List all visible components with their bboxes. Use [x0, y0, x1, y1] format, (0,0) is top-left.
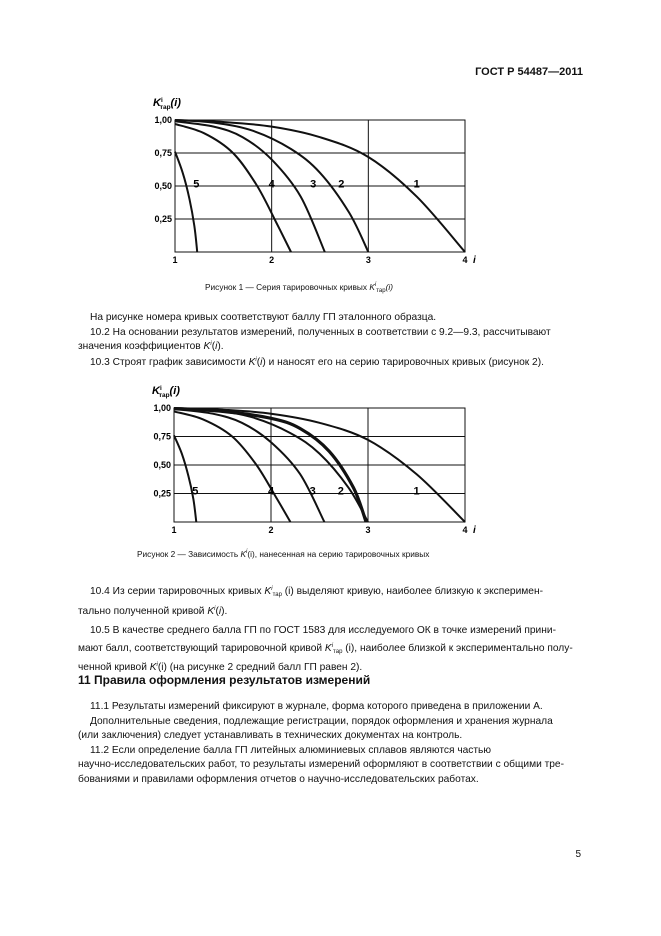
paragraphs-10-4-10-5 [78, 583, 583, 679]
clause-11-1: 11.1 Результаты измерений фиксируют в журнале, форма которого приведена в приложении А. [90, 701, 543, 712]
y-tick-label: 0,50 [154, 181, 172, 191]
x-tick-label: 4 [462, 525, 468, 535]
curve-3 [174, 409, 324, 522]
figure-2-caption [137, 549, 429, 559]
curve-label-4: 4 [268, 178, 275, 191]
curve-label-5: 5 [193, 178, 200, 191]
clause-10-4-line2: тально полученной кривой $K^i(i)$. [78, 605, 228, 617]
y-tick-label: 1,00 [154, 115, 172, 125]
note-curves: На рисунке номера кривых соответствуют баллу ГП эталонного образца. [90, 312, 437, 323]
x-axis-label: i [473, 255, 476, 266]
clause-10-2-line1: 10.2 На основании результатов измерений, полученных в соответствии с 9.2—9.3, рассчитывают [90, 326, 551, 338]
y-tick-label: 0,75 [154, 148, 172, 158]
page-number: 5 [575, 849, 581, 860]
standard-header: ГОСТ Р 54487—2011 [475, 66, 583, 78]
x-tick-label: 1 [171, 525, 177, 535]
curve-label-4: 4 [267, 485, 275, 498]
x-tick-label: 2 [269, 255, 275, 265]
clause-11-2-line1: 11.2 Если определение балла ГП литейных алюминиевых сплавов являются частью [90, 744, 492, 756]
caption-suffix: (i) [385, 282, 393, 292]
clause-11-2-line2: научно-исследовательских работ, то результаты измерений оформляют в соответствии с общими тре- [78, 759, 564, 770]
x-tick-label: 2 [268, 525, 274, 535]
caption-suffix: (i), нанесенная на серию тарировочных кривых [247, 549, 430, 559]
curve-label-3: 3 [310, 178, 317, 191]
caption-sub: тар [376, 288, 386, 294]
clause-10-5-line2: мают балл, соответствующий тарировочной кривой $K^iтар$ (i), наиболее близкой к экспериментально полу- [78, 642, 573, 655]
curve-4 [174, 411, 290, 522]
curve-label-2: 2 [338, 178, 345, 191]
x-tick-label: 3 [365, 525, 371, 535]
y-tick-label: 1,00 [153, 403, 171, 413]
section-11-body [78, 700, 583, 787]
clause-11-1-extra-line1: Дополнительные сведения, подлежащие регистрации, порядок оформления и хранения журнала [90, 715, 553, 727]
y-tick-label: 0,25 [153, 488, 171, 499]
clause-10-3: 10.3 Строят график зависимости $K^i(i)$ и наносят его на серию тарировочных кривых (рисунок 2). [90, 356, 544, 368]
y-tick-label: 0,25 [154, 214, 172, 224]
x-tick-label: 3 [365, 255, 371, 265]
y-tick-label: 0,50 [153, 460, 171, 470]
clause-10-2-line2: значения коэффициентов $K^i(i)$. [78, 341, 224, 352]
section-11-title: 11 Правила оформления результатов измерений [78, 673, 371, 687]
clause-11-1-extra-line2: (или заключения) следует устанавливать в технических документах на контроль. [78, 730, 463, 741]
caption-text: Рисунок 1 — Серия тарировочных кривых [205, 282, 370, 292]
caption-k: K [369, 282, 375, 292]
y-tick-label: 0,75 [153, 431, 171, 442]
curve-label-1: 1 [413, 178, 420, 191]
caption-sup: i [374, 282, 377, 288]
caption-sup: i [246, 549, 248, 555]
curve-label-1: 1 [413, 485, 420, 498]
curve-label-2: 2 [337, 485, 344, 498]
x-tick-label: 1 [172, 255, 178, 265]
y-axis-label: $K^i$ тар(i) [153, 97, 181, 111]
caption-text: Рисунок 2 — Зависимость [137, 549, 241, 559]
clause-10-5-line3: ченной кривой $K^i(i)$ (на рисунке 2 средний балл ГП равен 2). [78, 662, 363, 673]
clause-11-2-line3: бованиями и правилами оформления отчетов о научно-исследовательских работах. [78, 773, 479, 785]
y-axis-label: $K^i$ тар(i) [152, 385, 180, 399]
curve-5 [174, 435, 199, 522]
curve-label-5: 5 [192, 485, 199, 498]
x-axis-label: i [473, 525, 476, 536]
caption-k: K [240, 549, 247, 559]
clause-10-5-line1: 10.5 В качестве среднего балла ГП по ГОСТ 1583 для исследуемого ОК в точке измерений прини- [90, 625, 556, 636]
x-tick-label: 4 [462, 255, 468, 265]
clause-10-4-line1: 10.4 Из серии тарировочных кривых $K^iтар$ (i) выделяют кривую, наиболее близкую к эксперимен- [90, 586, 543, 598]
curve-label-3: 3 [309, 485, 316, 498]
